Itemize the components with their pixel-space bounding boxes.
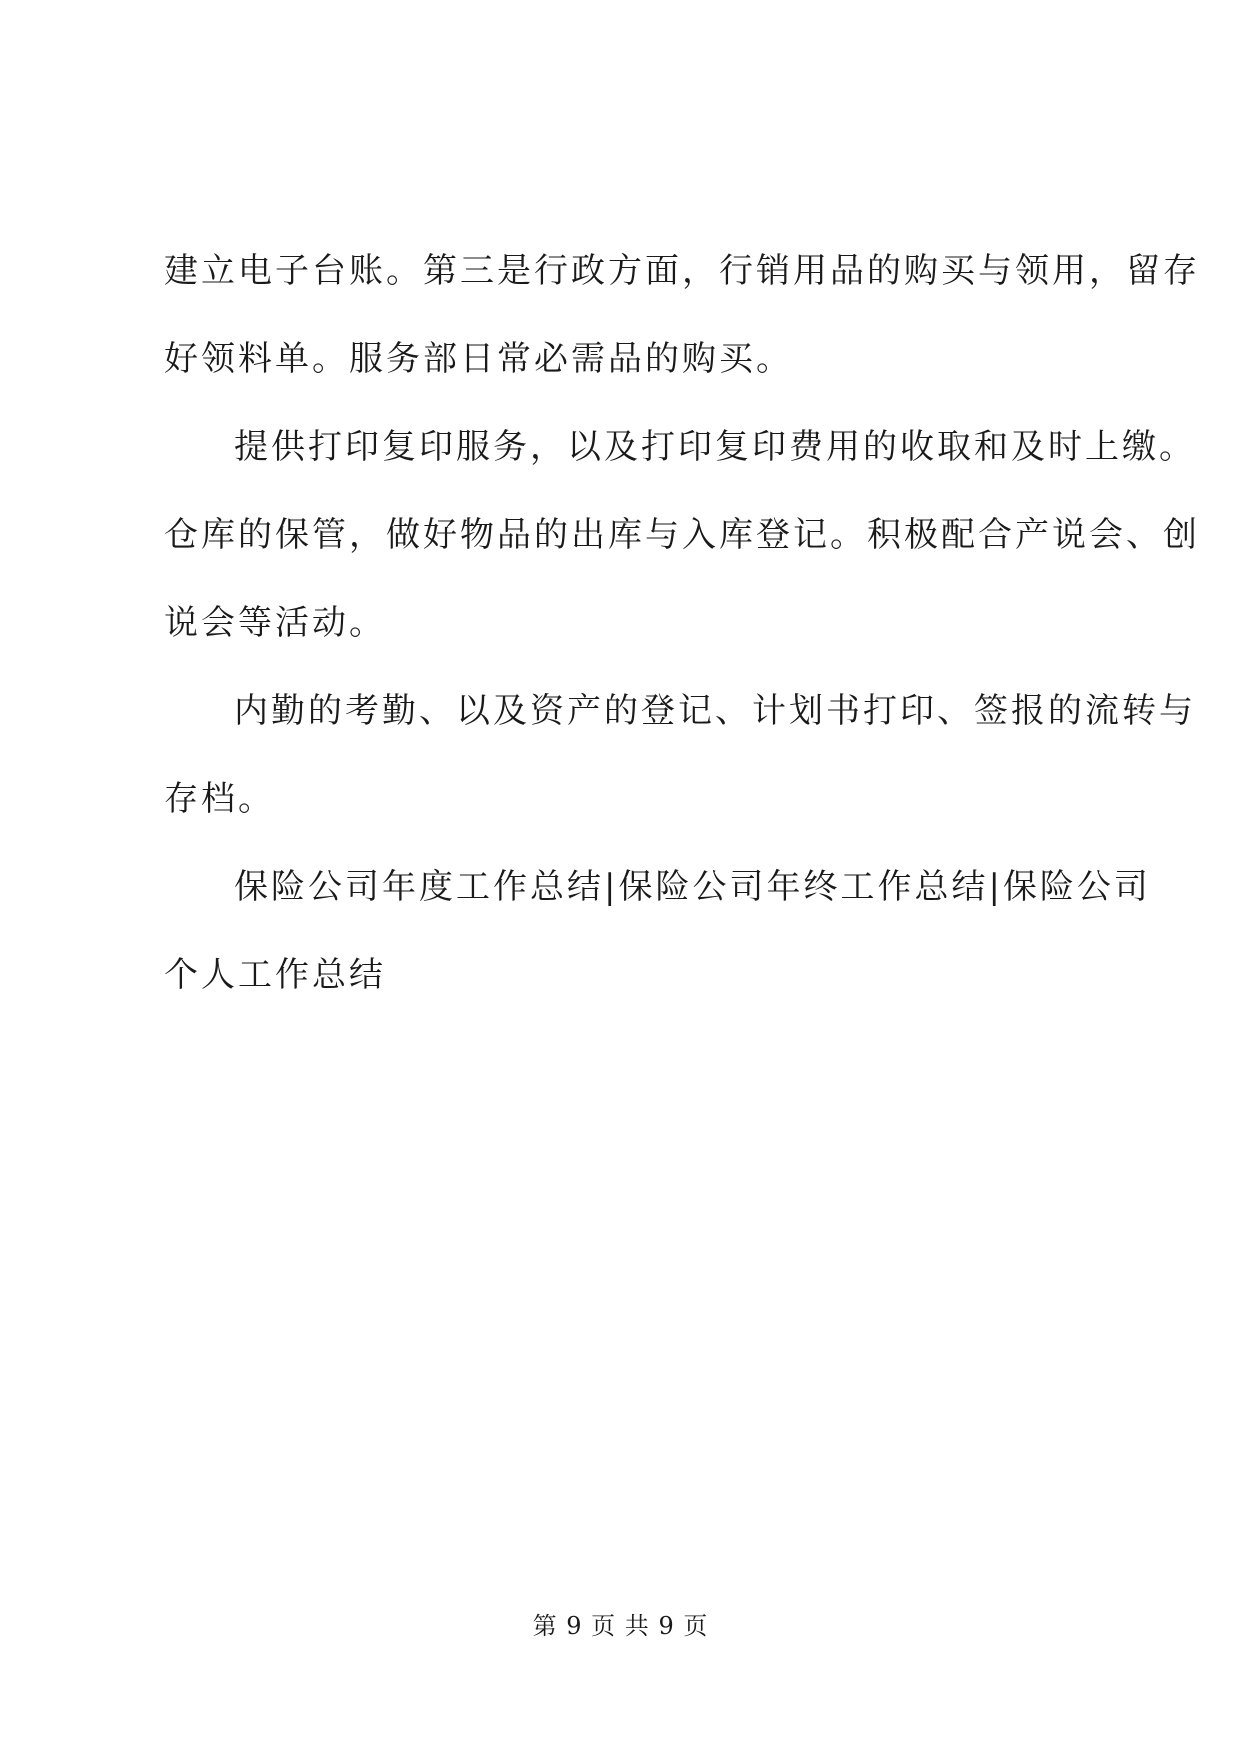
- text-line: 个人工作总结: [164, 955, 386, 995]
- paragraph-start-line: 提供打印复印服务，以及打印复印费用的收取和及时上缴。: [234, 427, 1196, 467]
- text-line: 存档。: [164, 779, 275, 819]
- text-line: 好领料单。服务部日常必需品的购买。: [164, 339, 793, 379]
- text-line: 建立电子台账。第三是行政方面，行销用品的购买与领用，留存: [164, 251, 1200, 291]
- text-line: 仓库的保管，做好物品的出库与入库登记。积极配合产说会、创: [164, 515, 1200, 555]
- paragraph-start-line: 内勤的考勤、以及资产的登记、计划书打印、签报的流转与: [234, 691, 1196, 731]
- page-number-footer: 第 9 页 共 9 页: [532, 1612, 709, 1640]
- paragraph-start-line: 保险公司年度工作总结|保险公司年终工作总结|保险公司: [234, 867, 1151, 907]
- text-line: 说会等活动。: [164, 603, 386, 643]
- document-body: [164, 227, 1200, 1019]
